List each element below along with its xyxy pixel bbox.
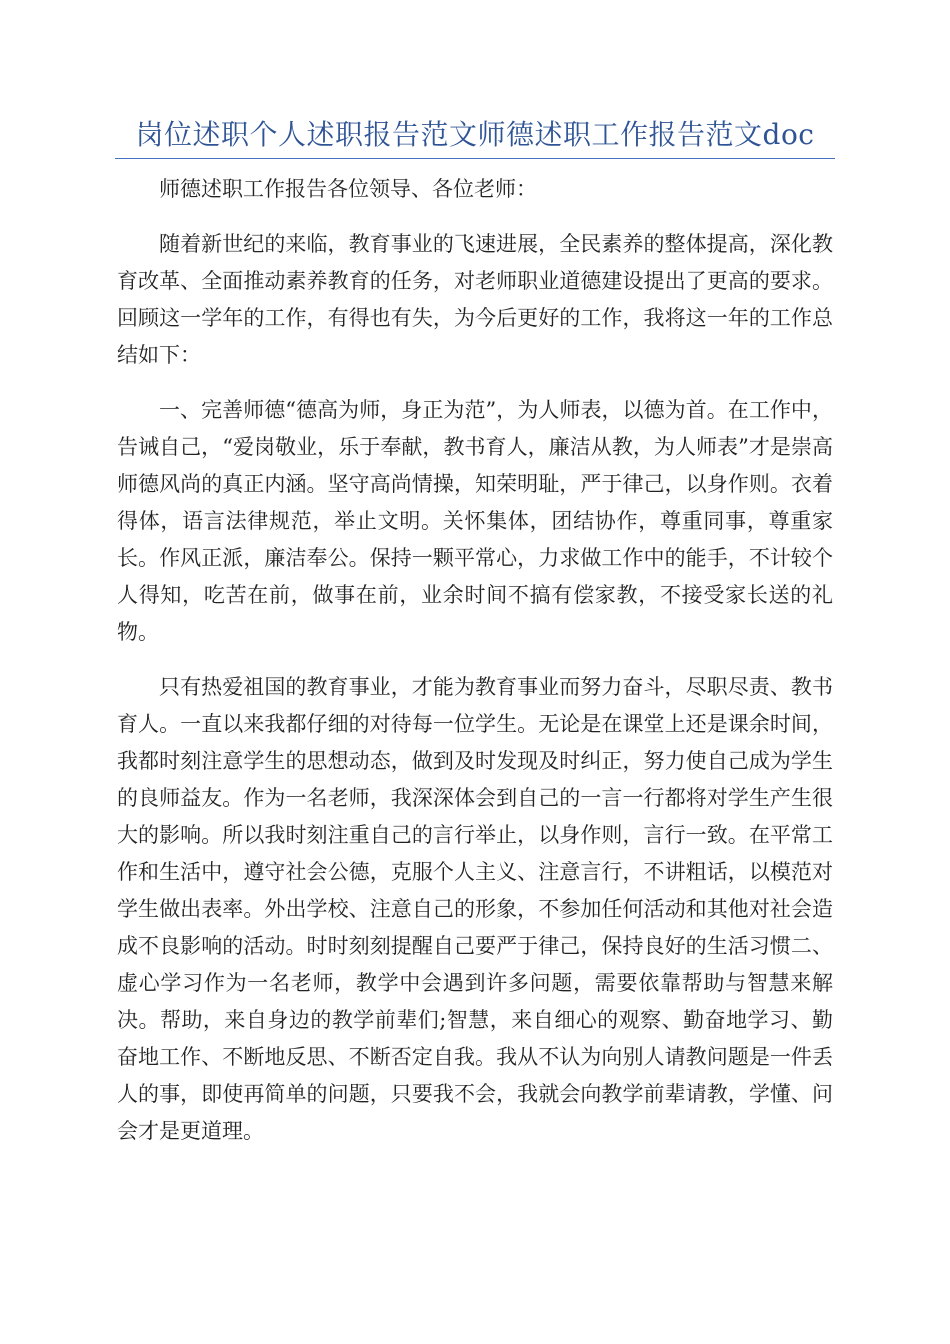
document-title: 岗位述职个人述职报告范文师德述职工作报告范文doc — [115, 112, 835, 159]
document-body — [117, 171, 833, 1168]
paragraph-dedication: 只有热爱祖国的教育事业，才能为教育事业而努力奋斗，尽职尽责、教书育人。一直以来我都仔细的对待每一位学生。无论是在课堂上还是课余时间，我都时刻注意学生的思想动态，做到及时发现及时纠正，努力使自己成为学生的良师益友。作为一名老师，我深深体会到自己的一言一行都将对学生产生很大的影响。所以我时刻注重自己的言行举止，以身作则，言行一致。在平常工作和生活中，遵守社会公德，克服个人主义、注意言行，不讲粗话，以模范对学生做出表率。外出学校、注意自己的形象，不参加任何活动和其他对社会造成不良影响的活动。时时刻刻提醒自己要严于律己，保持良好的生活习惯二、虚心学习作为一名老师，教学中会遇到许多问题，需要依靠帮助与智慧来解决。帮助，来自身边的教学前辈们;智慧，来自细心的观察、勤奋地学习、勤奋地工作、不断地反思、不断否定自我。我从不认为向别人请教问题是一件丢人的事，即使再简单的问题，只要我不会，我就会向教学前辈请教，学懂、问会才是更道理。 — [117, 675, 833, 1143]
paragraph-intro: 随着新世纪的来临，教育事业的飞速进展，全民素养的整体提高，深化教育改革、全面推动素养教育的任务，对老师职业道德建设提出了更高的要求。回顾这一学年的工作，有得也有失，为今后更好的工作，我将这一年的工作总结如下： — [117, 232, 833, 367]
paragraph-section-one: 一、完善师德“德高为师，身正为范”，为人师表，以德为首。在工作中，告诫自己，“爱岗敬业，乐于奉献，教书育人，廉洁从教，为人师表”才是崇高师德风尚的真正内涵。坚守高尚情操，知荣明耻，严于律己，以身作则。衣着得体，语言法律规范，举止文明。关怀集体，团结协作，尊重同事，尊重家长。作风正派，廉洁奉公。保持一颗平常心，力求做工作中的能手，不计较个人得知，吃苦在前，做事在前，业余时间不搞有偿家教，不接受家长送的礼物。 — [117, 398, 833, 644]
paragraph-greeting: 师德述职工作报告各位领导、各位老师： — [159, 177, 537, 201]
